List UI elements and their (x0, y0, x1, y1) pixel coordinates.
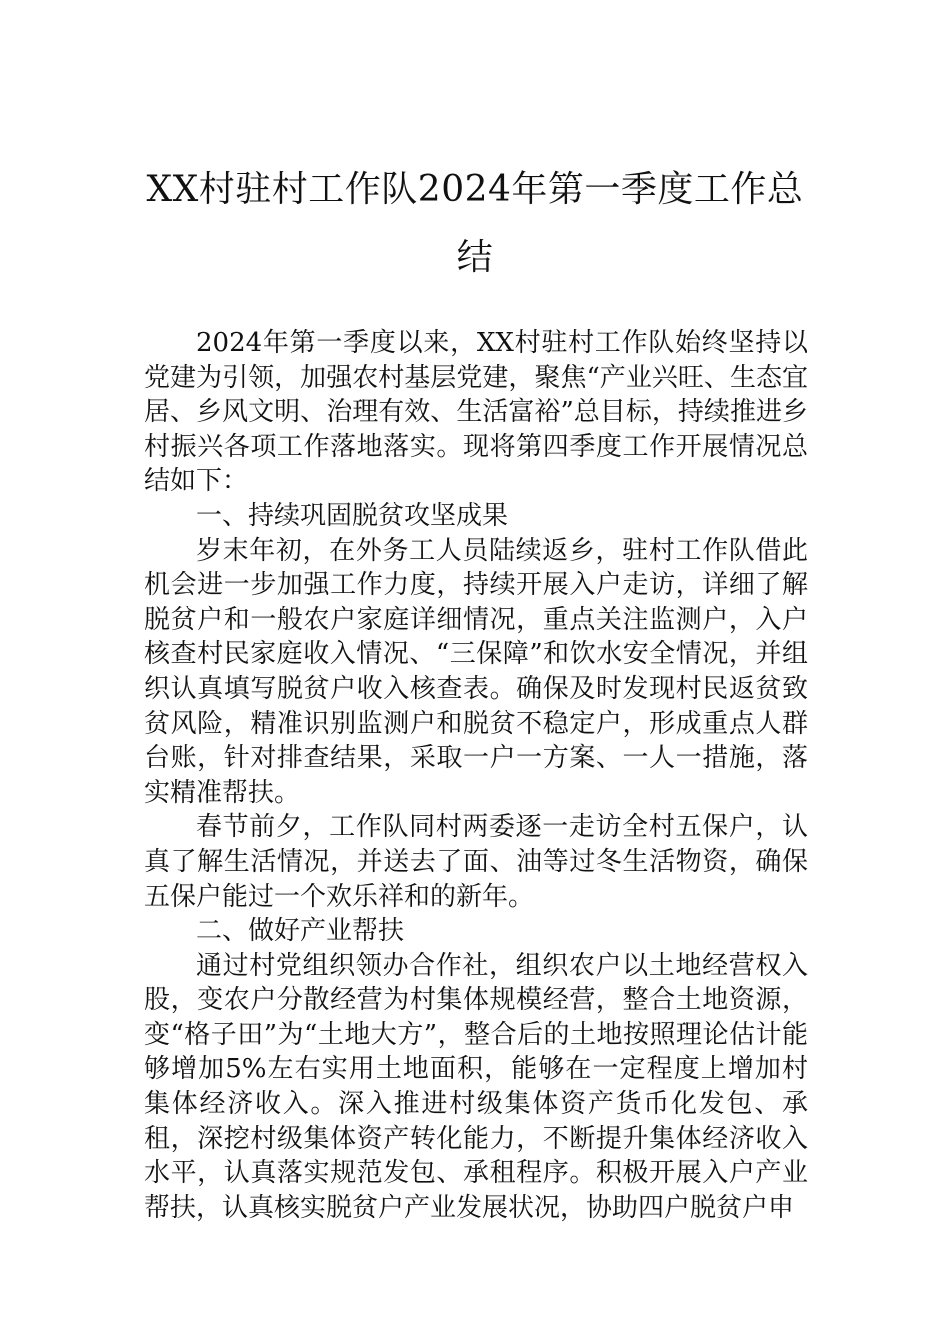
section-heading-1: 一、持续巩固脱贫攻坚成果 (196, 500, 509, 531)
document-title-line-1: XX村驻村工作队2024年第一季度工作总 (146, 169, 804, 210)
section-1-paragraph-2: 春节前夕，工作队同村两委逐一走访全村五保户，认真了解生活情况，并送去了面、油等过冬生活物资，确保五保户能过一个欢乐祥和的新年。 (144, 812, 808, 912)
intro-paragraph: 2024年第一季度以来，XX村驻村工作队始终坚持以党建为引领，加强农村基层党建，聚焦“产业兴旺、生态宜居、乡风文明、治理有效、生活富裕”总目标，持续推进乡村振兴各项工作落地落实。现将第四季度工作开展情况总结如下： (144, 328, 808, 497)
section-1-paragraph-1: 岁末年初，在外务工人员陆续返乡，驻村工作队借此机会进一步加强工作力度，持续开展入户走访，详细了解脱贫户和一般农户家庭详细情况，重点关注监测户，入户核查村民家庭收入情况、“三保障”和饮水安全情况，并组织认真填写脱贫户收入核查表。确保及时发现村民返贫致贫风险，精准识别监测户和脱贫不稳定户，形成重点人群台账，针对排查结果，采取一户一方案、一人一措施，落实精准帮扶。 (144, 535, 808, 808)
document-body (144, 326, 808, 1225)
section-2-paragraph-1: 通过村党组织领办合作社，组织农户以土地经营权入股，变农户分散经营为村集体规模经营，整合土地资源，变“格子田”为“土地大方”，整合后的土地按照理论估计能够增加5%左右实用土地面积，能够在一定程度上增加村集体经济收入。深入推进村级集体资产货币化发包、承租，深挖村级集体资产转化能力，不断提升集体经济收入水平，认真落实规范发包、承租程序。积极开展入户产业帮扶，认真核实脱贫户产业发展状况，协助四户脱贫户申 (144, 950, 808, 1223)
document-title-line-2: 结 (456, 237, 494, 278)
section-heading-2: 二、做好产业帮扶 (196, 916, 405, 947)
